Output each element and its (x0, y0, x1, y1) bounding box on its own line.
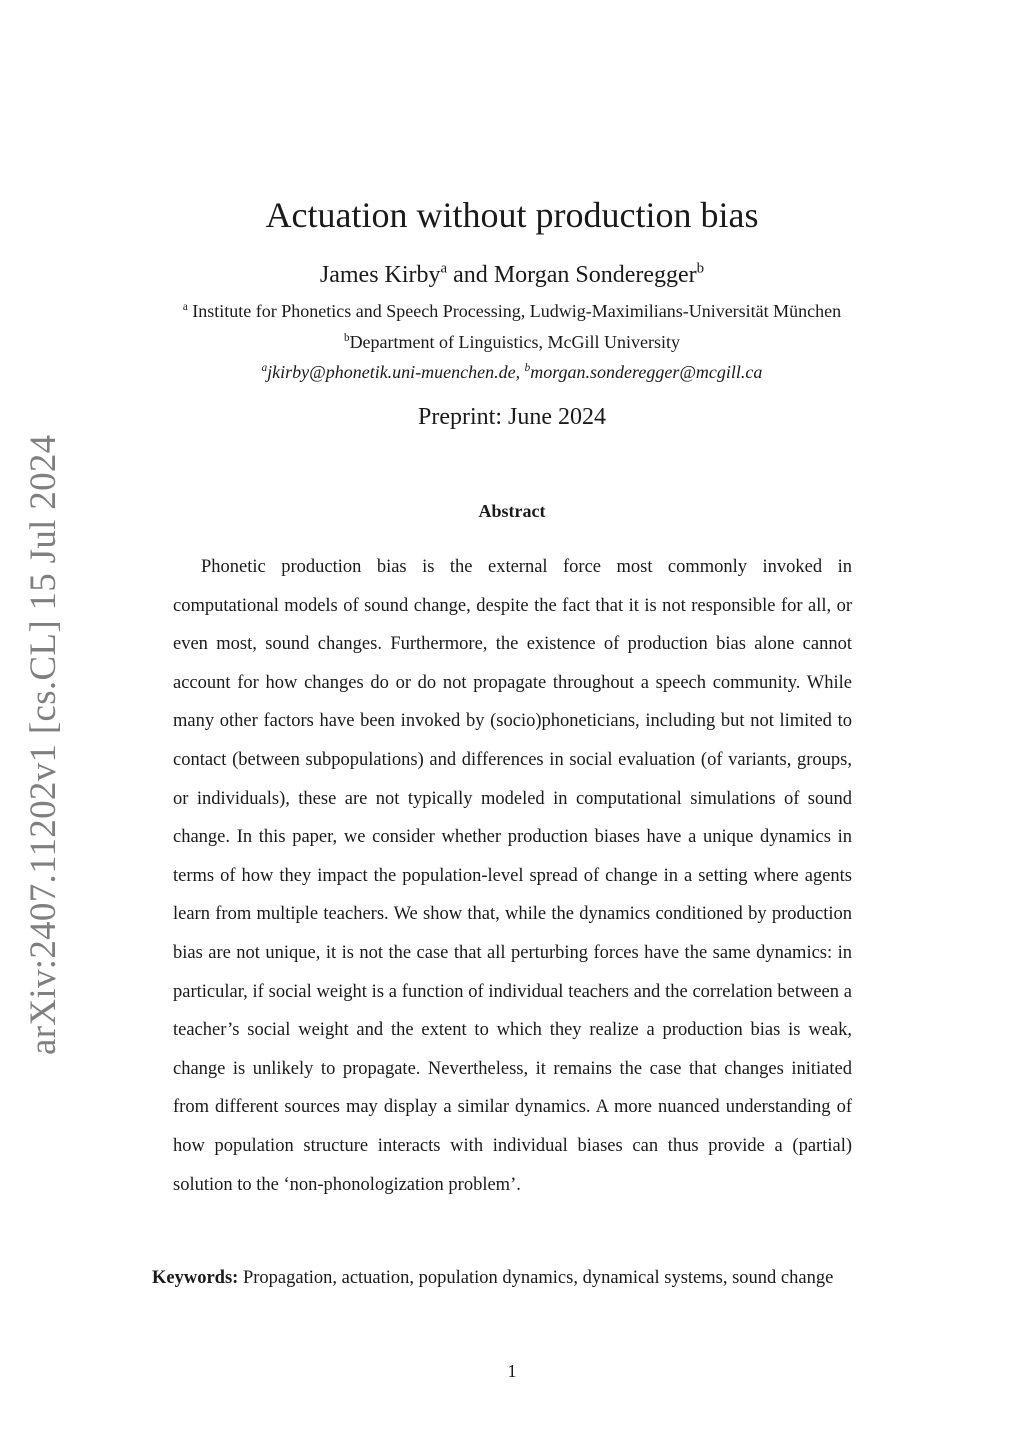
affiliation-mark: a (182, 300, 188, 313)
abstract-heading: Abstract (478, 501, 546, 521)
affiliation-b (0, 332, 1024, 353)
affiliation-mark: a (440, 260, 448, 277)
page-number: 1 (507, 1361, 517, 1381)
paper-title: Actuation without production bias (265, 195, 759, 235)
arxiv-identifier-stamp: arXiv:2407.11202v1 [cs.CL] 15 Jul 2024 (23, 434, 64, 1055)
author-conjunction: and (447, 262, 494, 288)
keywords-text: Propagation, actuation, population dynamics, dynamical systems, sound change (238, 1268, 834, 1288)
affiliation-mark: b (696, 260, 705, 277)
affiliation-mark: a (261, 361, 268, 374)
author-line (0, 262, 1024, 289)
abstract-body: Phonetic production bias is the external force most commonly invoked in computational models of sound change, despite the fact that it is not responsible for all, or even most, sound changes. Furthermore, the existence of production bias alone cannot account for how changes do or do not propagate throughout a speech community. While many other factors have been invoked by (socio)phoneticians, including but not limited to contact (between subpopulations) and differences in social evaluation (of variants, groups, or individuals), these are not typically modeled in computational simulations of sound change. In this paper, we consider whether production biases have a unique dynamics in terms of how they impact the population-level spread of change in a setting where agents learn from multiple teachers. We show that, while the dynamics conditioned by production bias are not unique, it is not the case that all perturbing forces have the same dynamics: in particular, if social weight is a function of individual teachers and the correlation between a teacher’s social weight and the extent to which they realize a production bias is weak, change is unlikely to propagate. Nevertheless, it remains the case that changes initiated from different sources may display a similar dynamics. A more nuanced understanding of how population structure interacts with individual biases can thus provide a (partial) solution to the ‘non-phonologization problem’. (173, 557, 852, 1195)
affiliation-mark: b (524, 361, 531, 374)
keywords-line (152, 1268, 912, 1289)
affiliation-text: Institute for Phonetics and Speech Processing, Ludwig-Maximilians-Universität München (187, 301, 842, 321)
author-name: Morgan Sonderegger (493, 262, 697, 288)
affiliation-mark: b (343, 331, 350, 344)
email-link[interactable]: morgan.sonderegger@mcgill.ca (530, 362, 763, 382)
affiliation-a (0, 301, 1024, 322)
email-link[interactable]: jkirby@phonetik.uni-muenchen.de, (267, 362, 521, 382)
preprint-date: Preprint: June 2024 (418, 404, 606, 430)
keywords-label: Keywords: (152, 1268, 239, 1288)
affiliation-text: Department of Linguistics, McGill University (349, 332, 681, 352)
author-name: James Kirby (319, 262, 441, 288)
author-emails (0, 362, 1024, 383)
